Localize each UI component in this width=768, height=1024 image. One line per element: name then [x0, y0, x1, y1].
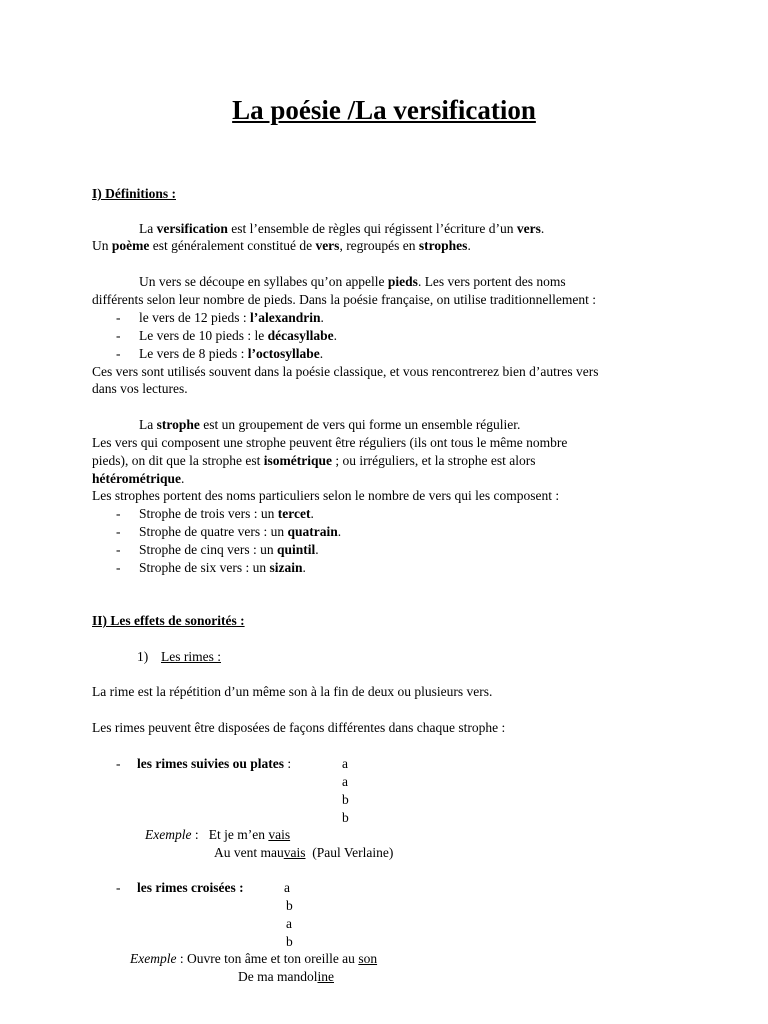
- list-bullet: -: [116, 756, 121, 771]
- rhyme-scheme-letter: a: [284, 880, 290, 895]
- list-item-tercet: Strophe de trois vers : un tercet.: [139, 506, 314, 521]
- page-title: La poésie /La versification: [232, 95, 536, 125]
- rhyme-scheme-letter: b: [342, 810, 349, 825]
- list-bullet: -: [116, 328, 121, 343]
- list-item-quatrain: Strophe de quatre vers : un quatrain.: [139, 524, 342, 539]
- example-croisees-line-2: De ma mandoline: [238, 969, 334, 984]
- subsection-title-text: Les rimes :: [161, 649, 221, 664]
- example-suivies-line-2: Au vent mauvais (Paul Verlaine): [214, 845, 394, 860]
- section-1-heading: I) Définitions :: [92, 186, 176, 201]
- subsection-title: [161, 648, 221, 666]
- list-bullet: -: [116, 506, 121, 521]
- paragraph-versification-line-1: La versification est l’ensemble de règles qui régissent l’écriture d’un vers.: [139, 221, 545, 236]
- list-bullet: -: [116, 524, 121, 539]
- paragraph-rime-definition: La rime est la répétition d’un même son à la fin de deux ou plusieurs vers.: [92, 684, 493, 699]
- paragraph-strophe-line-3: pieds), on dit que la strophe est isométrique ; ou irréguliers, et la strophe est alors: [92, 453, 536, 468]
- list-item-decasyllabe: Le vers de 10 pieds : le décasyllabe.: [139, 328, 337, 343]
- paragraph-versification-line-2: Un poème est généralement constitué de vers, regroupés en strophes.: [92, 238, 471, 253]
- list-item-alexandrin: le vers de 12 pieds : l’alexandrin.: [139, 310, 324, 325]
- list-bullet: -: [116, 560, 121, 575]
- list-bullet: -: [116, 880, 121, 895]
- example-suivies-line-1: Exemple : Et je m’en vais: [145, 827, 291, 842]
- rhyme-scheme-letter: a: [342, 774, 348, 789]
- list-bullet: -: [116, 346, 121, 361]
- list-bullet: -: [116, 310, 121, 325]
- paragraph-rime-disposition: Les rimes peuvent être disposées de façons différentes dans chaque strophe :: [92, 720, 506, 735]
- rhyme-scheme-letter: a: [342, 756, 348, 771]
- paragraph-strophe-line-2: Les vers qui composent une strophe peuvent être réguliers (ils ont tous le même nombre: [92, 435, 568, 450]
- example-croisees-line-1: Exemple : Ouvre ton âme et ton oreille au son: [130, 951, 378, 966]
- list-bullet: -: [116, 542, 121, 557]
- list-item-sizain: Strophe de six vers : un sizain.: [139, 560, 306, 575]
- rhyme-scheme-letter: b: [286, 934, 293, 949]
- paragraph-pieds-line-4: dans vos lectures.: [92, 381, 188, 396]
- paragraph-pieds-line-3: Ces vers sont utilisés souvent dans la poésie classique, et vous rencontrerez bien d’autres vers: [92, 364, 599, 379]
- list-item-octosyllabe: Le vers de 8 pieds : l’octosyllabe.: [139, 346, 324, 361]
- rimes-croisees-label: les rimes croisées :: [137, 880, 244, 895]
- rhyme-scheme-letter: b: [342, 792, 349, 807]
- section-2-heading: II) Les effets de sonorités :: [92, 613, 245, 628]
- paragraph-pieds-line-1: Un vers se découpe en syllabes qu’on appelle pieds. Les vers portent des noms: [139, 274, 566, 289]
- subsection-number: 1): [137, 649, 149, 664]
- list-item-quintil: Strophe de cinq vers : un quintil.: [139, 542, 319, 557]
- paragraph-strophe-line-5: Les strophes portent des noms particuliers selon le nombre de vers qui les composent :: [92, 488, 560, 503]
- paragraph-strophe-line-1: La strophe est un groupement de vers qui forme un ensemble régulier.: [139, 417, 521, 432]
- rhyme-scheme-letter: a: [286, 916, 292, 931]
- paragraph-pieds-line-2: différents selon leur nombre de pieds. Dans la poésie française, on utilise traditionnellement :: [92, 292, 596, 307]
- rimes-suivies-label: les rimes suivies ou plates :: [137, 756, 292, 771]
- rhyme-scheme-letter: b: [286, 898, 293, 913]
- paragraph-strophe-line-4: hétérométrique.: [92, 471, 185, 486]
